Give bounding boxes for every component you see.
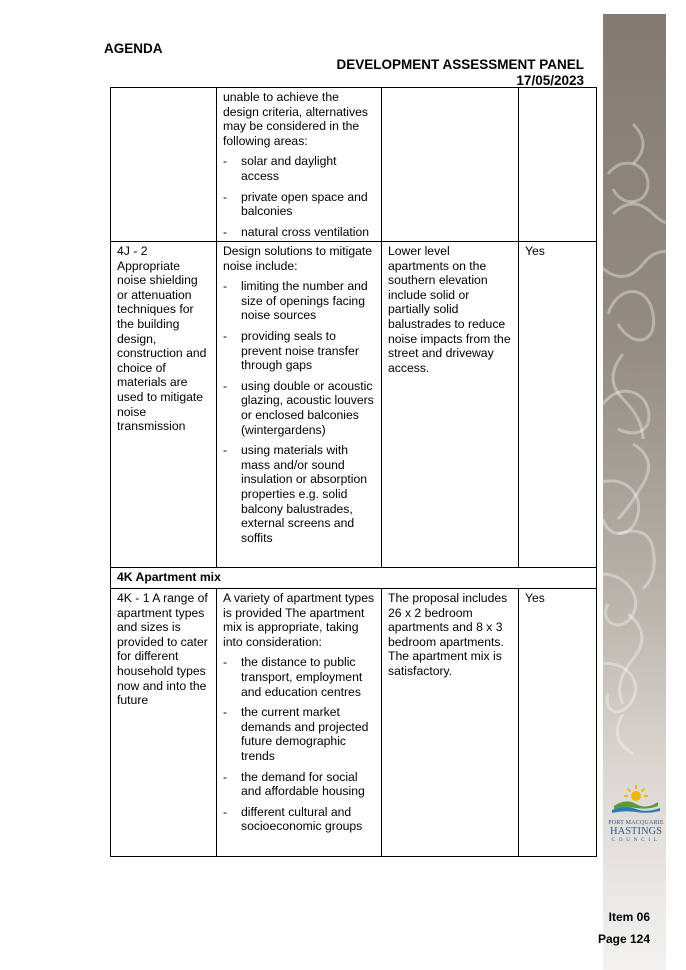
table-row	[111, 88, 597, 242]
cell-text: unable to achieve the design criteria, alternatives may be considered in the following areas:	[223, 90, 368, 148]
section-heading: 4K Apartment mix	[111, 568, 597, 589]
compliance-cell: Yes	[519, 242, 597, 568]
table-cell	[217, 589, 382, 857]
list-item: - private open space and balconies	[223, 190, 375, 219]
meeting-date: 17/05/2023	[516, 73, 584, 88]
cell-text: Design solutions to mitigate noise include:	[223, 244, 373, 273]
logo-line-2: HASTINGS	[610, 826, 662, 837]
list-item: - using double or acoustic glazing, acoustic louvers or enclosed balconies (wintergardens)	[223, 379, 375, 437]
table-row	[111, 242, 597, 568]
list-item: - the distance to public transport, employment and education centres	[223, 655, 375, 699]
table-cell	[217, 88, 382, 242]
comment-cell: The proposal includes 26 x 2 bedroom apartments and 8 x 3 bedroom apartments. The apartment mix is satisfactory.	[382, 589, 519, 857]
list-item: - natural cross ventilation	[223, 225, 375, 240]
sun-hills-logo-icon	[606, 784, 666, 814]
section-row	[111, 568, 597, 589]
cell-text: A variety of apartment types is provided The apartment mix is appropriate, taking into consideration:	[223, 591, 375, 649]
logo-line-3: COUNCIL	[611, 837, 661, 843]
list-item: - using materials with mass and/or sound insulation or absorption properties e.g. solid balcony balustrades, external screens and soffits	[223, 443, 375, 545]
list-item: - the demand for social and affordable housing	[223, 770, 375, 799]
assessment-table	[110, 87, 597, 857]
table-cell	[519, 88, 597, 242]
criteria-cell: 4K - 1 A range of apartment types and sizes is provided to cater for different household types now and into the future	[111, 589, 217, 857]
council-logo	[606, 784, 666, 843]
item-number: Item 06	[608, 910, 650, 924]
bullet-list	[223, 154, 375, 239]
agenda-heading: AGENDA	[104, 41, 163, 56]
table-cell	[217, 242, 382, 568]
table-cell	[382, 88, 519, 242]
list-item: - solar and daylight access	[223, 154, 375, 183]
list-item: - different cultural and socioeconomic groups	[223, 805, 375, 834]
bullet-list	[223, 279, 375, 545]
logo-line-1: PORT MACQUARIE	[608, 820, 664, 826]
table-cell	[111, 88, 217, 242]
list-item: - providing seals to prevent noise transfer through gaps	[223, 329, 375, 373]
bullet-list	[223, 655, 375, 834]
compliance-cell: Yes	[519, 589, 597, 857]
criteria-cell: 4J - 2 Appropriate noise shielding or attenuation techniques for the building design, construction and choice of materials are used to mitigate noise transmission	[111, 242, 217, 568]
list-item: - the current market demands and projected future demographic trends	[223, 705, 375, 763]
table-row	[111, 589, 597, 857]
page-number: Page 124	[597, 932, 650, 946]
list-item: - limiting the number and size of openings facing noise sources	[223, 279, 375, 323]
comment-cell: Lower level apartments on the southern elevation include solid or partially solid balustrades to reduce noise impacts from the street and driveway access.	[382, 242, 519, 568]
panel-heading: DEVELOPMENT ASSESSMENT PANEL	[336, 57, 584, 72]
